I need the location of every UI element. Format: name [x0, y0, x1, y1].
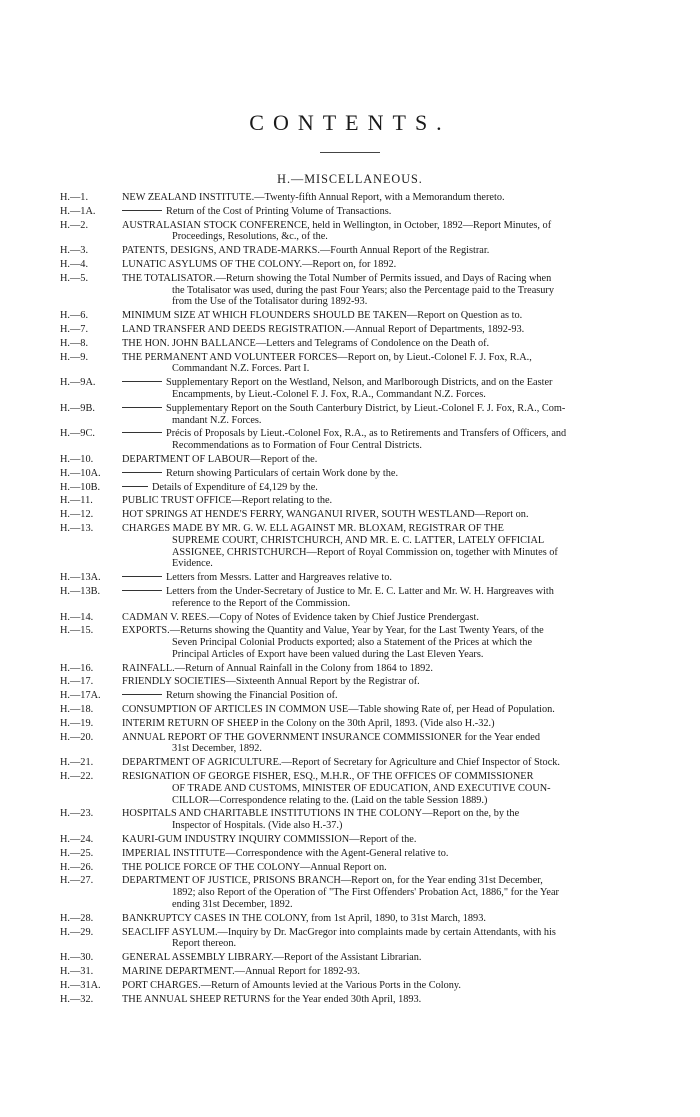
entry-continuation-line — [122, 440, 684, 452]
entry-number: H.—3. — [60, 245, 89, 257]
entry-number: H.—4. — [60, 258, 89, 270]
section-heading: H.—MISCELLANEOUS. — [277, 172, 423, 186]
contents-entry — [60, 980, 684, 992]
entry-continuation-line — [122, 887, 684, 899]
entry-number: H.—9C. — [60, 428, 95, 440]
entry-text — [122, 206, 684, 218]
contents-entry — [60, 572, 684, 584]
entry-text — [122, 848, 684, 860]
entry-line-text: DEPARTMENT OF JUSTICE, PRISONS BRANCH—Report on, for the Year ending 31st December, — [122, 875, 543, 887]
entry-number: H.—16. — [60, 662, 94, 674]
entry-line-text: LUNATIC ASYLUMS OF THE COLONY.—Report on, for 1892. — [122, 258, 397, 270]
entry-line-text: SEACLIFF ASYLUM.—Inquiry by Dr. MacGregor into complaints made by certain Attendants, with his — [122, 926, 556, 938]
entry-line-text: CADMAN V. REES.—Copy of Notes of Evidence taken by Chief Justice Prendergast. — [122, 611, 479, 623]
entry-text — [122, 966, 684, 978]
entry-line — [122, 952, 684, 964]
ditto-dash — [122, 432, 162, 433]
entry-text — [122, 732, 684, 756]
entry-line-text: CHARGES MADE BY MR. G. W. ELL AGAINST MR. BLOXAM, REGISTRAR OF THE — [122, 522, 504, 534]
entry-line — [122, 732, 684, 744]
page-title: CONTENTS. — [249, 110, 451, 135]
entry-text — [122, 980, 684, 992]
entry-line-text: FRIENDLY SOCIETIES—Sixteenth Annual Report by the Registrar of. — [122, 676, 420, 688]
contents-entry — [60, 273, 684, 308]
entry-number: H.—6. — [60, 310, 89, 322]
entry-line-text: SUPREME COURT, CHRISTCHURCH, AND MR. E. C. LATTER, LATELY OFFICIAL — [172, 534, 545, 546]
entry-number: H.—23. — [60, 808, 94, 820]
entry-line-text: 1892; also Report of the Operation of "The First Offenders' Probation Act, 1886," for the Year — [172, 887, 559, 899]
entry-line-text: Supplementary Report on the Westland, Nelson, and Marlborough Districts, and on the Easter — [166, 377, 553, 389]
contents-entry — [60, 206, 684, 218]
entry-text — [122, 377, 684, 401]
entry-line — [122, 310, 684, 322]
title-rule — [320, 152, 380, 153]
entry-line-text: Commandant N.Z. Forces. Part I. — [172, 363, 310, 375]
contents-entry — [60, 771, 684, 806]
entry-continuation-line — [122, 783, 684, 795]
contents-entry — [60, 259, 684, 271]
entry-text — [122, 482, 684, 494]
entry-line-text: INTERIM RETURN OF SHEEP in the Colony on the 30th April, 1893. (Vide also H.-32.) — [122, 717, 495, 729]
contents-entry — [60, 718, 684, 730]
entry-line — [122, 966, 684, 978]
entry-text — [122, 509, 684, 521]
contents-entry — [60, 338, 684, 350]
entry-number: H.—9A. — [60, 377, 96, 389]
entry-number: H.—32. — [60, 993, 94, 1005]
contents-entry — [60, 428, 684, 452]
contents-entry — [60, 994, 684, 1006]
entry-line-text: DEPARTMENT OF AGRICULTURE.—Report of Secretary for Agriculture and Chief Inspector of Stock. — [122, 757, 560, 769]
entry-number: H.—17A. — [60, 690, 101, 702]
ditto-dash — [122, 590, 162, 591]
entry-number: H.—10B. — [60, 481, 101, 493]
entry-line-text: Précis of Proposals by Lieut.-Colonel Fox, R.A., as to Retirements and Transfers of Officers, and — [166, 428, 567, 440]
entry-number: H.—15. — [60, 625, 94, 637]
entry-text — [122, 663, 684, 675]
entry-text — [122, 676, 684, 688]
entry-text — [122, 245, 684, 257]
entry-line — [122, 377, 684, 389]
entry-text — [122, 862, 684, 874]
contents-entry — [60, 523, 684, 570]
ditto-dash — [122, 486, 148, 487]
entry-line-text: Return of the Cost of Printing Volume of Transactions. — [166, 205, 392, 217]
entry-number: H.—19. — [60, 717, 94, 729]
contents-entry — [60, 220, 684, 244]
entry-line — [122, 994, 684, 1006]
entry-text — [122, 994, 684, 1006]
entry-line — [122, 808, 684, 820]
entry-text — [122, 352, 684, 376]
entry-line — [122, 612, 684, 624]
entry-line-text: PUBLIC TRUST OFFICE—Report relating to the. — [122, 495, 333, 507]
entry-continuation-line — [122, 285, 684, 297]
entry-line-text: HOSPITALS AND CHARITABLE INSTITUTIONS IN THE COLONY—Report on the, by the — [122, 808, 520, 820]
entry-line — [122, 690, 684, 702]
entry-number: H.—21. — [60, 757, 94, 769]
contents-entry — [60, 676, 684, 688]
entry-line-text: THE HON. JOHN BALLANCE—Letters and Telegrams of Condolence on the Death of. — [122, 337, 490, 349]
entry-number: H.—13. — [60, 522, 94, 534]
contents-entry — [60, 952, 684, 964]
entry-line-text: CONSUMPTION OF ARTICLES IN COMMON USE—Table showing Rate of, per Head of Population. — [122, 704, 555, 716]
entry-continuation-line — [122, 795, 684, 807]
contents-entry — [60, 612, 684, 624]
entry-line-text: reference to the Report of the Commission. — [172, 597, 351, 609]
entry-line — [122, 509, 684, 521]
entry-text — [122, 771, 684, 806]
entry-line — [122, 848, 684, 860]
entry-number: H.—30. — [60, 952, 94, 964]
entry-text — [122, 324, 684, 336]
entry-line-text: THE POLICE FORCE OF THE COLONY—Annual Report on. — [122, 861, 387, 873]
entry-line — [122, 704, 684, 716]
entry-line-text: Supplementary Report on the South Canterbury District, by Lieut.-Colonel F. J. Fox, R.A., Com- — [166, 402, 566, 414]
entry-text — [122, 220, 684, 244]
entry-continuation-line — [122, 547, 684, 559]
entry-number: H.—26. — [60, 861, 94, 873]
entry-line-text: THE PERMANENT AND VOLUNTEER FORCES—Report on, by Lieut.-Colonel F. J. Fox, R.A., — [122, 351, 532, 363]
contents-entry — [60, 403, 684, 427]
entry-text — [122, 808, 684, 832]
entry-number: H.—14. — [60, 611, 94, 623]
entry-line — [122, 495, 684, 507]
entry-line — [122, 428, 684, 440]
entry-text — [122, 913, 684, 925]
entry-line-text: THE TOTALISATOR.—Return showing the Total Number of Permits issued, and Days of Racing when — [122, 272, 552, 284]
entry-number: H.—24. — [60, 834, 94, 846]
entry-line — [122, 273, 684, 285]
entry-line-text: CILLOR—Correspondence relating to the. (Laid on the table Session 1889.) — [172, 794, 488, 806]
entry-line-text: the Totalisator was used, during the past Four Years; also the Percentage paid to the Treasury — [172, 284, 555, 296]
ditto-dash — [122, 210, 162, 211]
entry-text — [122, 468, 684, 480]
entry-line — [122, 352, 684, 364]
entry-text — [122, 586, 684, 610]
entry-number: H.—7. — [60, 323, 89, 335]
entry-text — [122, 523, 684, 570]
entry-text — [122, 834, 684, 846]
entry-line — [122, 913, 684, 925]
ditto-dash — [122, 407, 162, 408]
entry-continuation-line — [122, 389, 684, 401]
entry-line-text: KAURI-GUM INDUSTRY INQUIRY COMMISSION—Report of the. — [122, 834, 417, 846]
contents-entry — [60, 192, 684, 204]
entry-continuation-line — [122, 743, 684, 755]
entry-continuation-line — [122, 637, 684, 649]
entry-line-text: THE ANNUAL SHEEP RETURNS for the Year ended 30th April, 1893. — [122, 993, 422, 1005]
entry-continuation-line — [122, 363, 684, 375]
entry-text — [122, 704, 684, 716]
entry-line — [122, 192, 684, 204]
entry-line — [122, 482, 684, 494]
entry-number: H.—27. — [60, 875, 94, 887]
entry-number: H.—9. — [60, 351, 89, 363]
entry-continuation-line — [122, 296, 684, 308]
contents-entry — [60, 495, 684, 507]
entry-line — [122, 468, 684, 480]
entry-text — [122, 952, 684, 964]
entry-number: H.—31A. — [60, 979, 101, 991]
entry-text — [122, 310, 684, 322]
entry-text — [122, 718, 684, 730]
entry-line — [122, 718, 684, 730]
entry-number: H.—9B. — [60, 402, 95, 414]
entry-line — [122, 834, 684, 846]
ditto-dash — [122, 576, 162, 577]
contents-entry — [60, 454, 684, 466]
contents-entry — [60, 690, 684, 702]
entry-number: H.—8. — [60, 337, 89, 349]
contents-entry — [60, 310, 684, 322]
entry-line-text: Seven Principal Colonial Products exported; also a Statement of the Prices at which the — [172, 637, 533, 649]
entry-continuation-line — [122, 649, 684, 661]
entry-line — [122, 625, 684, 637]
entry-number: H.—17. — [60, 676, 94, 688]
entry-number: H.—10A. — [60, 467, 101, 479]
contents-entry — [60, 468, 684, 480]
entry-line-text: 31st December, 1892. — [172, 743, 262, 755]
entry-line-text: NEW ZEALAND INSTITUTE.—Twenty-fifth Annual Report, with a Memorandum thereto. — [122, 192, 505, 203]
entry-line-text: OF TRADE AND CUSTOMS, MINISTER OF EDUCATION, AND EXECUTIVE COUN- — [172, 782, 551, 794]
entry-line — [122, 572, 684, 584]
entry-text — [122, 454, 684, 466]
entry-number: H.—2. — [60, 219, 89, 231]
entry-line — [122, 875, 684, 887]
contents-entry — [60, 808, 684, 832]
entry-number: H.—25. — [60, 847, 94, 859]
contents-entry — [60, 757, 684, 769]
entry-line-text: GENERAL ASSEMBLY LIBRARY.—Report of the Assistant Librarian. — [122, 952, 422, 964]
entry-line-text: PORT CHARGES.—Return of Amounts levied at the Various Ports in the Colony. — [122, 979, 461, 991]
contents-entry — [60, 927, 684, 951]
entry-number: H.—10. — [60, 453, 94, 465]
entry-text — [122, 338, 684, 350]
entry-text — [122, 690, 684, 702]
entry-continuation-line — [122, 820, 684, 832]
entry-number: H.—5. — [60, 272, 89, 284]
contents-entry — [60, 834, 684, 846]
entry-line-text: RESIGNATION OF GEORGE FISHER, ESQ., M.H.R., OF THE OFFICES OF COMMISSIONER — [122, 771, 534, 783]
entry-line-text: Principal Articles of Export have been valued during the Last Eleven Years. — [172, 648, 484, 660]
contents-entry — [60, 848, 684, 860]
entry-line-text: ASSIGNEE, CHRISTCHURCH—Report of Royal Commission on, together with Minutes of — [172, 546, 558, 558]
contents-entry — [60, 482, 684, 494]
contents-entry — [60, 245, 684, 257]
entry-line-text: PATENTS, DESIGNS, AND TRADE-MARKS.—Fourth Annual Report of the Registrar. — [122, 245, 490, 257]
entry-continuation-line — [122, 558, 684, 570]
entry-line — [122, 980, 684, 992]
entry-line — [122, 757, 684, 769]
contents-entry — [60, 509, 684, 521]
entry-line — [122, 220, 684, 232]
entry-line-text: AUSTRALASIAN STOCK CONFERENCE, held in Wellington, in October, 1892—Report Minutes, of — [122, 219, 552, 231]
entry-number: H.—22. — [60, 771, 94, 783]
entry-continuation-line — [122, 899, 684, 911]
entry-line-text: Recommendations as to Formation of Four Central Districts. — [172, 440, 422, 452]
entry-text — [122, 572, 684, 584]
entry-line-text: HOT SPRINGS AT HENDE'S FERRY, WANGANUI RIVER, SOUTH WESTLAND—Report on. — [122, 509, 529, 521]
entry-number: H.—11. — [60, 495, 93, 507]
entry-continuation-line — [122, 231, 684, 243]
entry-line-text: RAINFALL.—Return of Annual Rainfall in the Colony from 1864 to 1892. — [122, 662, 433, 674]
entry-number: H.—31. — [60, 966, 94, 978]
entry-text — [122, 757, 684, 769]
entry-line-text: Proceedings, Resolutions, &c., of the. — [172, 231, 328, 243]
entry-line-text: Return showing Particulars of certain Work done by the. — [166, 467, 399, 479]
entry-line — [122, 259, 684, 271]
entry-number: H.—12. — [60, 509, 94, 521]
contents-entry — [60, 324, 684, 336]
entry-line — [122, 927, 684, 939]
contents-entry — [60, 732, 684, 756]
entry-line — [122, 586, 684, 598]
entry-text — [122, 259, 684, 271]
entry-line-text: EXPORTS.—Returns showing the Quantity and Value, Year by Year, for the Last Twenty Years, of the — [122, 625, 544, 637]
entry-line — [122, 206, 684, 218]
entry-line-text: MINIMUM SIZE AT WHICH FLOUNDERS SHOULD BE TAKEN—Report on Question as to. — [122, 310, 523, 322]
entry-line-text: Letters from Messrs. Latter and Hargreaves relative to. — [166, 572, 392, 584]
entry-line — [122, 454, 684, 466]
entry-line-text: LAND TRANSFER AND DEEDS REGISTRATION.—Annual Report of Departments, 1892-93. — [122, 323, 525, 335]
contents-entry — [60, 913, 684, 925]
entry-line-text: Encampments, by Lieut.-Colonel F. J. Fox, R.A., Commandant N.Z. Forces. — [172, 388, 486, 400]
entry-continuation-line — [122, 598, 684, 610]
entry-line-text: Evidence. — [172, 558, 213, 570]
contents-entry — [60, 704, 684, 716]
entry-continuation-line — [122, 535, 684, 547]
entry-number: H.—20. — [60, 731, 94, 743]
entry-continuation-line — [122, 415, 684, 427]
entry-number: H.—1. — [60, 192, 89, 203]
entry-line-text: BANKRUPTCY CASES IN THE COLONY, from 1st April, 1890, to 31st March, 1893. — [122, 912, 486, 924]
contents-entry — [60, 862, 684, 874]
entry-number: H.—1A. — [60, 205, 96, 217]
contents-entry — [60, 663, 684, 675]
entry-text — [122, 625, 684, 660]
entry-line-text: ANNUAL REPORT OF THE GOVERNMENT INSURANCE COMMISSIONER for the Year ended — [122, 731, 541, 743]
entry-number: H.—28. — [60, 912, 94, 924]
entry-text — [122, 875, 684, 910]
entry-line-text: Details of Expenditure of £4,129 by the. — [152, 481, 318, 493]
contents-entry — [60, 377, 684, 401]
entry-line-text: DEPARTMENT OF LABOUR—Report of the. — [122, 453, 318, 465]
entry-number: H.—13A. — [60, 572, 101, 584]
entry-line-text: Letters from the Under-Secretary of Justice to Mr. E. C. Latter and Mr. W. H. Hargreaves with — [166, 585, 554, 597]
entry-number: H.—29. — [60, 926, 94, 938]
entry-line-text: Return showing the Financial Position of. — [166, 690, 338, 702]
contents-entry — [60, 586, 684, 610]
contents-entry — [60, 625, 684, 660]
entry-number: H.—18. — [60, 704, 94, 716]
entry-continuation-line — [122, 938, 684, 950]
entry-line-text: Report thereon. — [172, 938, 237, 950]
entry-line-text: ending 31st December, 1892. — [172, 899, 293, 911]
contents-entry — [60, 966, 684, 978]
entry-line — [122, 338, 684, 350]
entry-line-text: MARINE DEPARTMENT.—Annual Report for 1892-93. — [122, 966, 360, 978]
entry-line — [122, 324, 684, 336]
entry-line — [122, 403, 684, 415]
entry-line-text: from the Use of the Totalisator during 1892-93. — [172, 296, 368, 308]
entry-text — [122, 495, 684, 507]
contents-entry — [60, 875, 684, 910]
ditto-dash — [122, 472, 162, 473]
entry-line — [122, 523, 684, 535]
contents-list — [60, 192, 684, 1007]
entry-text — [122, 428, 684, 452]
entry-line — [122, 771, 684, 783]
entry-line — [122, 663, 684, 675]
entry-line-text: Inspector of Hospitals. (Vide also H.-37.) — [172, 820, 343, 832]
entry-line — [122, 245, 684, 257]
entry-line-text: mandant N.Z. Forces. — [172, 414, 262, 426]
entry-line — [122, 862, 684, 874]
entry-line-text: IMPERIAL INSTITUTE—Correspondence with the Agent-General relative to. — [122, 847, 449, 859]
entry-text — [122, 192, 684, 204]
entry-text — [122, 612, 684, 624]
ditto-dash — [122, 381, 162, 382]
ditto-dash — [122, 694, 162, 695]
contents-entry — [60, 352, 684, 376]
entry-number: H.—13B. — [60, 585, 101, 597]
entry-text — [122, 403, 684, 427]
entry-text — [122, 273, 684, 308]
entry-text — [122, 927, 684, 951]
entry-line — [122, 676, 684, 688]
